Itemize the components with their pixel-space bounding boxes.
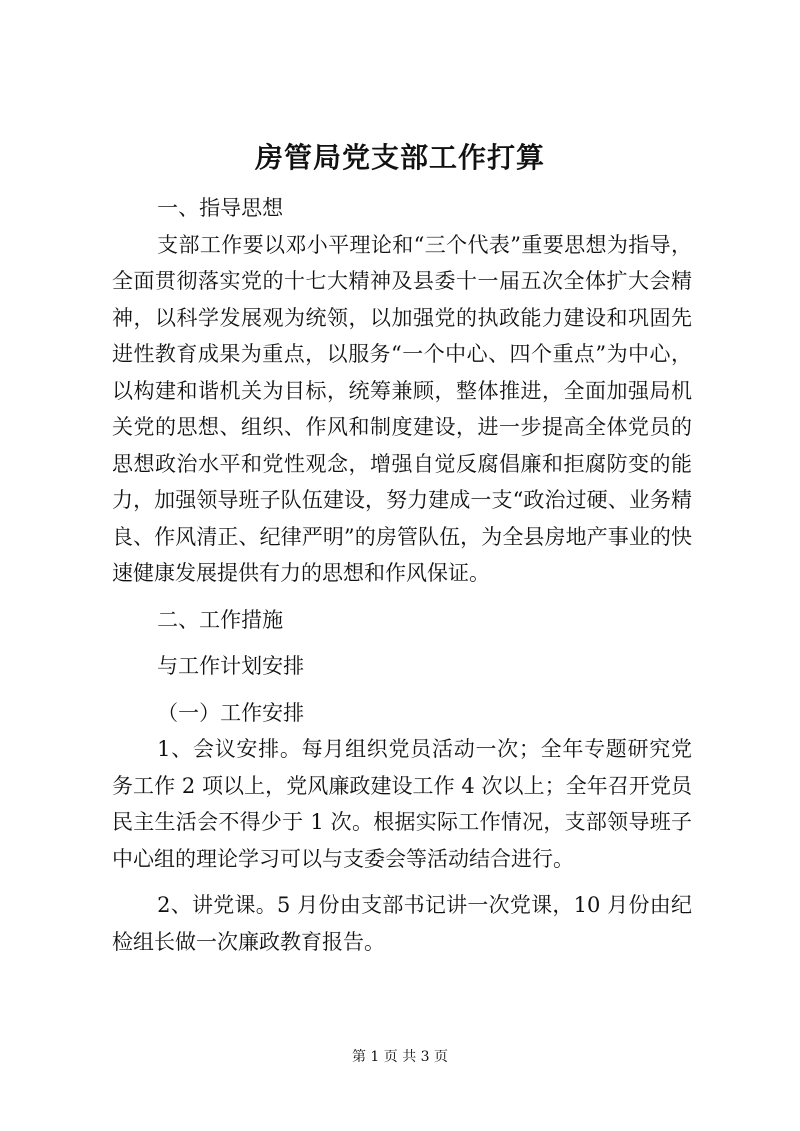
document-title: 房管局党支部工作打算 — [254, 141, 545, 174]
heading-work-measures: 二、工作措施 — [157, 607, 284, 632]
paragraph-meeting-arrangement: 1、会议安排。每月组织党员活动一次；全年专题研究党务工作 2 项以上，党风廉政建设工作 4 次以上；全年召开党员民主生活会不得少于 1 次。根据实际工作情况，支部领导班子中心组的理论学习可以与支委会等活动结合进行。 — [112, 737, 692, 871]
paragraph-guiding-ideology: 支部工作要以邓小平理论和“三个代表”重要思想为指导，全面贯彻落实党的十七大精神及县委十一届五次全体扩大会精神，以科学发展观为统领，以加强党的执政能力建设和巩固先进性教育成果为重点，以服务“一个中心、四个重点”为中心，以构建和谐机关为目标，统筹兼顾，整体推进，全面加强局机关党的思想、组织、作风和制度建设，进一步提高全体党员的思想政治水平和党性观念，增强自觉反腐倡廉和拒腐防变的能力，加强领导班子队伍建设，努力建成一支“政治过硬、业务精良、作风清正、纪律严明”的房管队伍，为全县房地产事业的快速健康发展提供有力的思想和作风保证。 — [112, 232, 692, 585]
heading-work-arrangement: （一）工作安排 — [157, 700, 305, 725]
paragraph-party-lecture: 2、讲党课。5 月份由支部书记讲一次党课，10 月份由纪检组长做一次廉政教育报告。 — [112, 893, 692, 954]
page-footer: 第 1 页 共 3 页 — [351, 1049, 449, 1065]
heading-work-plan: 与工作计划安排 — [157, 654, 305, 678]
document-body — [112, 190, 692, 960]
heading-guiding-ideology: 一、指导思想 — [157, 196, 284, 220]
